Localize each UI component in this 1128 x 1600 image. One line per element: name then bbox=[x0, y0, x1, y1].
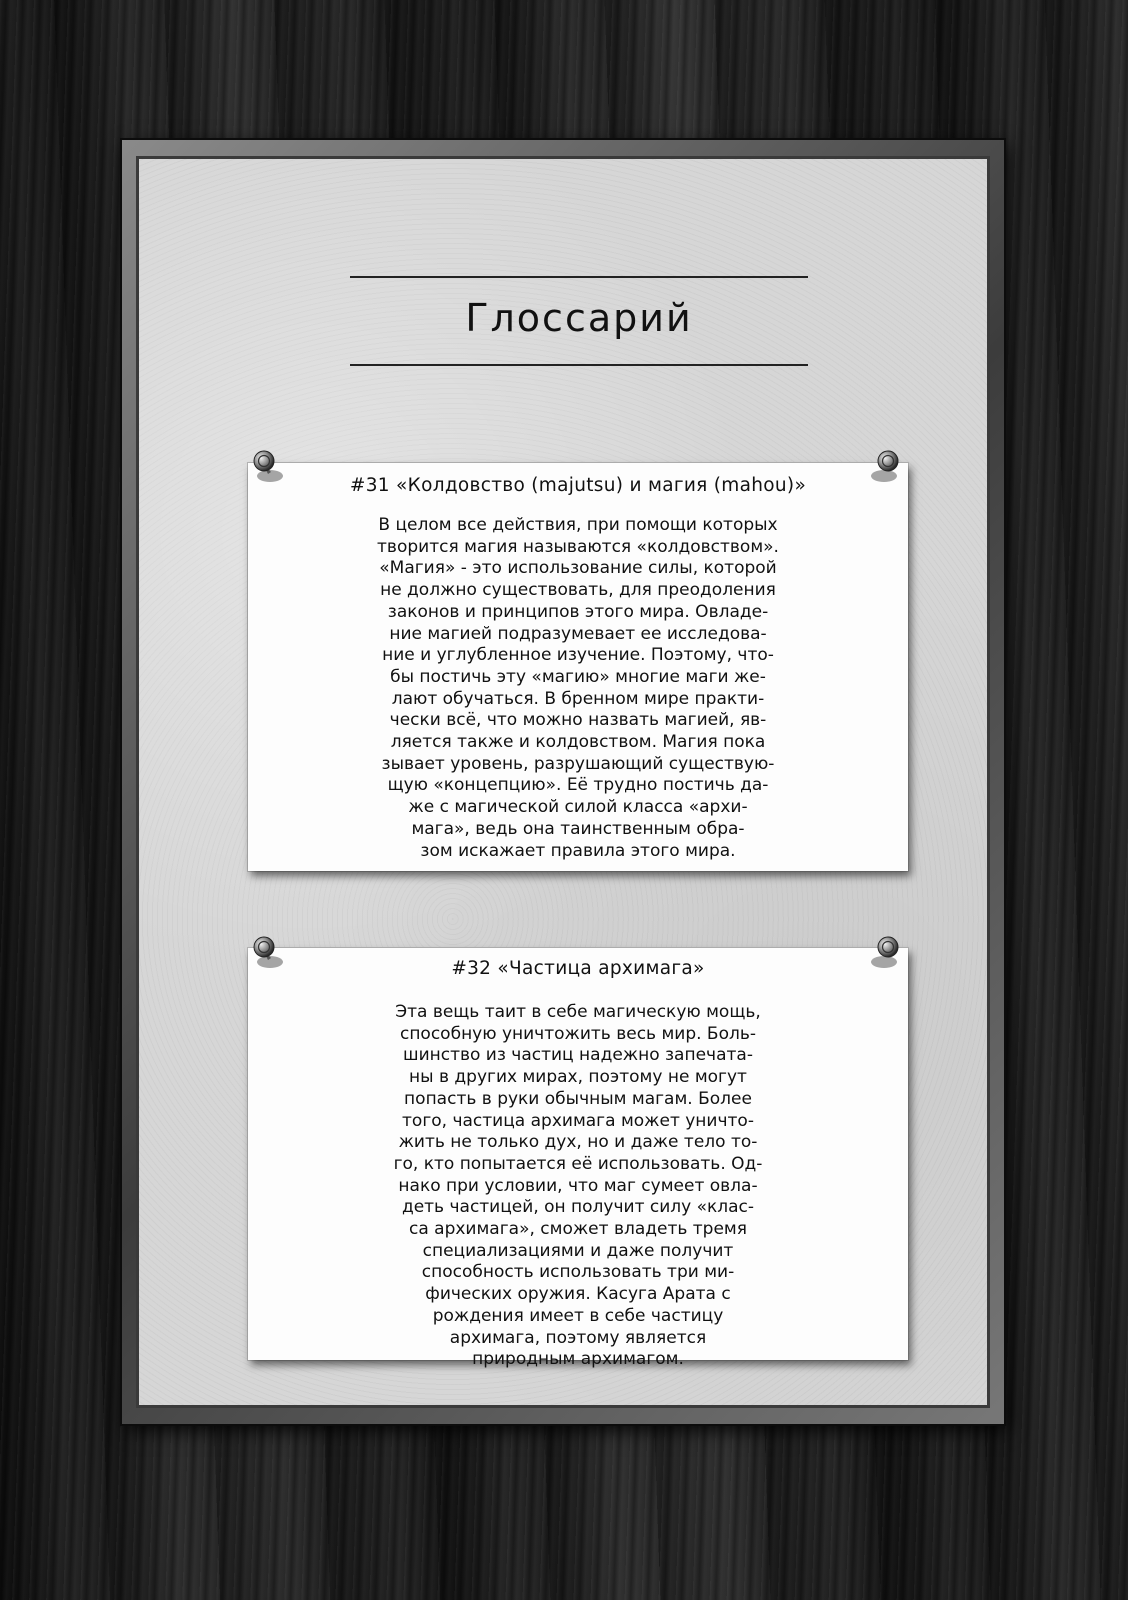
card-line: способную уничтожить весь мир. Боль- bbox=[399, 1023, 757, 1044]
card-body bbox=[288, 515, 868, 862]
pushpin-icon bbox=[866, 934, 906, 974]
card-title: #32 «Частица архимага» bbox=[451, 958, 705, 979]
card-line: архимага, поэтому является bbox=[449, 1327, 707, 1348]
card-line: нако при условии, что маг сумеет овла- bbox=[398, 1175, 758, 1196]
card-line: В целом все действия, при помощи которых bbox=[378, 515, 778, 535]
card-line: го, кто попытается её использовать. Од- bbox=[393, 1153, 763, 1174]
pushpin-icon bbox=[248, 448, 288, 488]
card-line: ние и углубленное изучение. Поэтому, что- bbox=[382, 645, 774, 666]
card-line: са архимага», сможет владеть тремя bbox=[409, 1219, 747, 1240]
page-title: Глоссарий bbox=[465, 296, 693, 340]
card-line: не должно существовать, для преодоления bbox=[380, 580, 776, 601]
card-line: ние магией подразумевает ее исследова- bbox=[389, 623, 767, 644]
pushpin-icon bbox=[248, 934, 288, 974]
card-line: жить не только дух, но и даже тело то- bbox=[398, 1132, 758, 1153]
title-rule-top bbox=[350, 276, 808, 278]
card-line: зывает уровень, разрушающий существую- bbox=[381, 753, 775, 774]
card-line: шинство из частиц надежно запечата- bbox=[403, 1045, 753, 1066]
card-title: #31 «Колдовство (majutsu) и магия (mahou)» bbox=[349, 475, 807, 496]
card-line: зом искажает правила этого мира. bbox=[420, 840, 736, 861]
card-line: Эта вещь таит в себе магическую мощь, bbox=[395, 1002, 761, 1022]
card-line: рождения имеет в себе частицу bbox=[432, 1305, 724, 1326]
glossary-card-31 bbox=[248, 463, 908, 871]
card-line: лают обучаться. В бренном мире практи- bbox=[391, 688, 765, 709]
card-line: деть частицей, он получит силу «клас- bbox=[401, 1197, 755, 1218]
card-line: «Магия» - это использование силы, которой bbox=[379, 558, 777, 579]
card-line: ляется также и колдовством. Магия пока bbox=[390, 732, 766, 753]
card-line: мага», ведь она таинственным обра- bbox=[411, 818, 745, 839]
card-line: щую «концепцию». Её трудно постичь да- bbox=[387, 775, 769, 796]
card-line: творится магия называются «колдовством». bbox=[377, 536, 779, 557]
card-line: специализациями и даже получит bbox=[422, 1240, 734, 1261]
card-line: законов и принципов этого мира. Овладе- bbox=[387, 601, 769, 622]
card-body bbox=[288, 1002, 868, 1371]
card-line: ны в других мирах, поэтому не могут bbox=[409, 1067, 747, 1088]
card-line: чески всё, что можно назвать магией, яв- bbox=[389, 710, 767, 731]
card-line: природным архимагом. bbox=[472, 1349, 684, 1370]
card-line: бы постичь эту «магию» многие маги же- bbox=[390, 666, 766, 687]
card-line: способность использовать три ми- bbox=[421, 1262, 735, 1283]
glossary-card-32 bbox=[248, 948, 908, 1370]
card-line: того, частица архимага может уничто- bbox=[402, 1110, 754, 1131]
pushpin-icon bbox=[866, 448, 906, 488]
card-line: фических оружия. Касуга Арата с bbox=[425, 1284, 731, 1305]
card-line: же с магической силой класса «архи- bbox=[408, 797, 748, 818]
title-rule-bottom bbox=[350, 364, 808, 366]
card-line: попасть в руки обычным магам. Более bbox=[404, 1088, 752, 1109]
